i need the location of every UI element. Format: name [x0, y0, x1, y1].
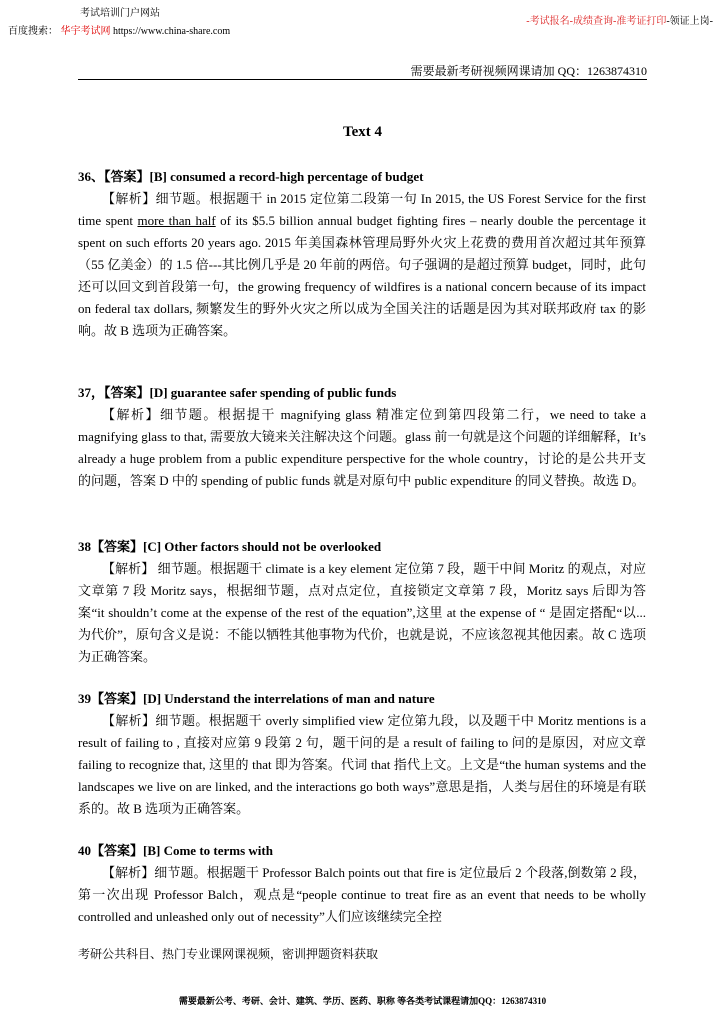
answer-40-heading: 40【答案】[B] Come to terms with — [78, 843, 273, 858]
header-nav-links — [526, 12, 713, 27]
search-prefix: 百度搜索： — [8, 26, 58, 37]
answer-38-heading: 38【答案】[C] Other factors should not be overlooked — [78, 539, 382, 554]
answer-38-analysis: 【解析】 细节题。根据题干 climate is a key element 定位第 7 段，题干中间 Moritz 的观点，对应文章第 7 段 Moritz says，根据细节题，点对点定位，直接锁定文章第 7 段，Moritz says 后即为答案“it shouldn’t come at the expense of the rest of the equation”,这里 at the expense of “ 是固定搭配“以... 为代价”，原句含义是说：不能以牺牲其他事物为代价，也就是说，不应该忽视其他因素。故 C 选项为正确答案。 — [78, 561, 646, 664]
link-certificate[interactable]: -领证上岗- — [666, 16, 713, 27]
page-title: Text 4 — [342, 124, 383, 140]
header-site-name: 考试培训门户网站 — [80, 8, 160, 19]
link-admission-print[interactable]: -准考证打印 — [612, 16, 667, 27]
site-url[interactable]: https://www.china-share.com — [113, 26, 231, 37]
link-score-query[interactable]: -成绩查询 — [569, 16, 613, 27]
answer-39-heading: 39【答案】[D] Understand the interrelations of man and nature — [78, 691, 435, 706]
answer-39-analysis: 【解析】细节题。根据题干 overly simplified view 定位第九段，以及题干中 Moritz mentions is a result of failing to , 直接对应第 9 段第 2 句，题干问的是 a result of failing to 问的是原因，对应文章 failing to recognize that, 这里的 that 即为答案。代词 that 指代上文。上文是“the human systems and the landscapes we live on are linked, and the interactions go both ways”意思是指，人类与居住的环境是有联系的。故 B 选项为正确答案。 — [78, 713, 646, 816]
answer-40-analysis: 【解析】细节题。根据题干 Professor Balch points out that fire is 定位最后 2 个段落,倒数第 2 段，第一次出现 Professor Balch，观点是“people continue to treat fire as an event that needs to be wholly controlled and unleashed only out of necessity”人们应该继续完全控 — [78, 865, 646, 924]
answer-37-heading: 37，【答案】[D] guarantee safer spending of public funds — [78, 385, 397, 400]
answer-36-heading: 36、【答案】[B] consumed a record-high percentage of budget — [78, 169, 424, 184]
answer-38 — [78, 536, 646, 668]
link-registration[interactable]: -考试报名 — [526, 16, 570, 27]
answer-36-underlined: more than half — [137, 213, 216, 228]
header-divider — [78, 79, 647, 80]
answer-36 — [78, 166, 646, 342]
answer-37-analysis: 【解析】细节题。根据提干 magnifying glass 精准定位到第四段第二行，we need to take a magnifying glass to that, 需要放大镜来关注解决这个问题。glass 前一句就是这个问题的详细解释，It’s already a huge problem from a public expenditure perspective for the whole country，讨论的是公共开支的问题，答案 D 中的 spending of public funds 就是对原句中 public expenditure 的同义替换。故选 D。 — [78, 407, 646, 488]
header-qq-note: 需要最新考研视频网课请加 QQ：1263874310 — [410, 64, 647, 78]
answer-37 — [78, 382, 646, 492]
answer-39 — [78, 688, 646, 820]
footer-contact: 需要最新公考、考研、会计、建筑、学历、医药、职称 等各类考试课程请加QQ：1263874310 — [178, 996, 547, 1006]
footer-note: 考研公共科目、热门专业课网课视频，密训押题资料获取 — [78, 947, 379, 961]
answer-36-analysis — [78, 188, 646, 342]
answer-36-part2: of its $5.5 billion annual budget fighting fires – nearly double the percentage it spent on such efforts 20 years ago. 2015 年美国森林管理局野外火灾上花费的费用首次超过其年预算（55 亿美金）的 1.5 倍---其比例几乎是 20 年前的两倍。句子强调的是超过预算 budget，同时，此句还可以回文到首段第一句，the growing frequency of wildfires is a national concern because of its impact on federal tax dollars, 频繁发生的野外火灾之所以成为全国关注的话题是因为其对联邦政府 tax 的影响。故 B 选项为正确答案。 — [78, 213, 646, 338]
header-search-line — [8, 22, 230, 37]
answer-36-part1: 【解析】细节题。根据题干 in 2015 定位第二段第一句 In 2015, the US Forest Service for the first time spent — [78, 191, 646, 228]
answer-40 — [78, 840, 646, 928]
brand-link[interactable]: 华宇考试网 — [60, 26, 111, 37]
